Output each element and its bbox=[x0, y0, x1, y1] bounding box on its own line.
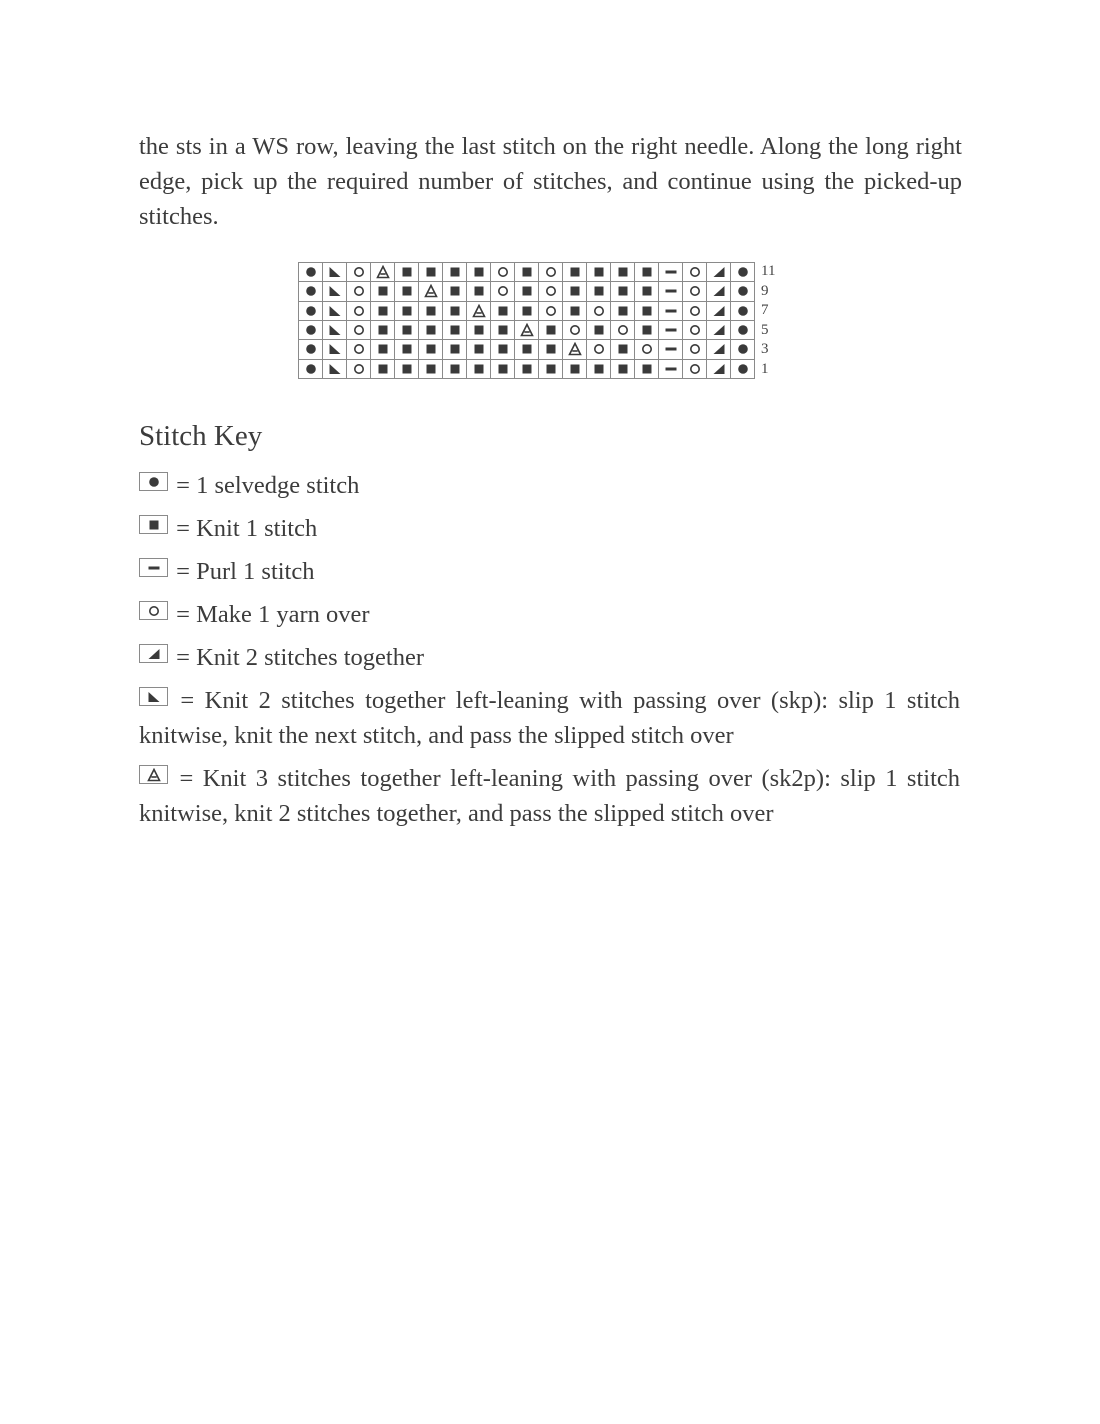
stitch-key-title: Stitch Key bbox=[139, 420, 263, 452]
chart-cell-knit-stitch-icon bbox=[563, 263, 587, 282]
chart-cell-knit-stitch-icon bbox=[371, 301, 395, 320]
chart-cell-yarn-over-icon bbox=[587, 301, 611, 320]
chart-cell-selvedge-stitch-icon bbox=[731, 340, 755, 359]
chart-cell-yarn-over-icon bbox=[347, 359, 371, 378]
chart-cell-yarn-over-icon bbox=[683, 320, 707, 339]
stitch-key-item bbox=[139, 597, 960, 632]
chart-cell-purl-stitch-icon bbox=[659, 340, 683, 359]
chart-cell-knit-stitch-icon bbox=[611, 359, 635, 378]
chart-cell-yarn-over-icon bbox=[347, 282, 371, 301]
chart-cell-knit-stitch-icon bbox=[635, 359, 659, 378]
chart-cell-yarn-over-icon bbox=[683, 263, 707, 282]
chart-row-labels bbox=[761, 262, 775, 379]
chart-cell-k2tog-icon bbox=[707, 320, 731, 339]
chart-cell-knit-stitch-icon bbox=[419, 263, 443, 282]
chart-cell-sk2p-icon bbox=[419, 282, 443, 301]
chart-cell-sk2p-icon bbox=[467, 301, 491, 320]
purl-stitch-icon bbox=[139, 558, 168, 577]
selvedge-stitch-icon bbox=[139, 472, 168, 491]
chart-cell-selvedge-stitch-icon bbox=[299, 340, 323, 359]
chart-cell-knit-stitch-icon bbox=[587, 282, 611, 301]
chart-cell-knit-stitch-icon bbox=[419, 320, 443, 339]
chart-cell-knit-stitch-icon bbox=[539, 320, 563, 339]
chart-cell-selvedge-stitch-icon bbox=[299, 301, 323, 320]
chart-cell-knit-stitch-icon bbox=[443, 282, 467, 301]
k2tog-icon bbox=[139, 644, 168, 663]
chart-cell-knit-stitch-icon bbox=[491, 359, 515, 378]
chart-row bbox=[299, 359, 755, 378]
chart-cell-knit-stitch-icon bbox=[371, 359, 395, 378]
chart-cell-knit-stitch-icon bbox=[563, 282, 587, 301]
chart-cell-yarn-over-icon bbox=[683, 282, 707, 301]
chart-cell-sk2p-icon bbox=[371, 263, 395, 282]
chart-cell-knit-stitch-icon bbox=[395, 263, 419, 282]
chart-cell-yarn-over-icon bbox=[635, 340, 659, 359]
chart-cell-knit-stitch-icon bbox=[467, 359, 491, 378]
chart-cell-skp-icon bbox=[323, 263, 347, 282]
chart-grid bbox=[298, 262, 755, 379]
chart-cell-purl-stitch-icon bbox=[659, 263, 683, 282]
chart-cell-k2tog-icon bbox=[707, 301, 731, 320]
stitch-key-text: = Knit 2 stitches together left-leaning with passing over (skp): slip 1 stitch knitwise, knit the next stitch, and pass the slipped stitch over bbox=[139, 687, 960, 749]
chart-cell-sk2p-icon bbox=[515, 320, 539, 339]
knitting-chart bbox=[298, 262, 775, 379]
chart-cell-yarn-over-icon bbox=[539, 301, 563, 320]
chart-cell-yarn-over-icon bbox=[491, 263, 515, 282]
chart-cell-knit-stitch-icon bbox=[635, 301, 659, 320]
chart-cell-knit-stitch-icon bbox=[467, 263, 491, 282]
chart-cell-knit-stitch-icon bbox=[611, 282, 635, 301]
stitch-key-text: = Knit 3 stitches together left-leaning with passing over (sk2p): slip 1 stitch knitwise, knit 2 stitches together, and pass the slipped stitch over bbox=[139, 765, 960, 827]
chart-row bbox=[299, 340, 755, 359]
chart-cell-knit-stitch-icon bbox=[395, 340, 419, 359]
chart-cell-yarn-over-icon bbox=[347, 263, 371, 282]
chart-cell-knit-stitch-icon bbox=[371, 340, 395, 359]
chart-cell-selvedge-stitch-icon bbox=[299, 263, 323, 282]
chart-cell-knit-stitch-icon bbox=[467, 282, 491, 301]
chart-cell-knit-stitch-icon bbox=[563, 359, 587, 378]
stitch-key-text: = Purl 1 stitch bbox=[170, 558, 315, 585]
chart-cell-skp-icon bbox=[323, 359, 347, 378]
stitch-key-item bbox=[139, 683, 960, 753]
stitch-key-text: = Knit 1 stitch bbox=[170, 515, 318, 542]
chart-cell-knit-stitch-icon bbox=[587, 263, 611, 282]
chart-cell-knit-stitch-icon bbox=[587, 320, 611, 339]
stitch-key-item bbox=[139, 468, 960, 503]
chart-cell-selvedge-stitch-icon bbox=[731, 301, 755, 320]
chart-cell-knit-stitch-icon bbox=[395, 359, 419, 378]
chart-cell-knit-stitch-icon bbox=[611, 263, 635, 282]
chart-cell-selvedge-stitch-icon bbox=[731, 320, 755, 339]
stitch-key-item bbox=[139, 554, 960, 589]
stitch-key-text: = Make 1 yarn over bbox=[170, 601, 370, 628]
chart-cell-selvedge-stitch-icon bbox=[731, 359, 755, 378]
chart-cell-knit-stitch-icon bbox=[395, 282, 419, 301]
chart-cell-knit-stitch-icon bbox=[515, 282, 539, 301]
sk2p-icon bbox=[139, 765, 168, 784]
chart-cell-selvedge-stitch-icon bbox=[299, 320, 323, 339]
chart-cell-knit-stitch-icon bbox=[539, 340, 563, 359]
chart-cell-selvedge-stitch-icon bbox=[299, 282, 323, 301]
chart-cell-knit-stitch-icon bbox=[395, 320, 419, 339]
chart-cell-knit-stitch-icon bbox=[515, 359, 539, 378]
chart-cell-selvedge-stitch-icon bbox=[731, 282, 755, 301]
chart-cell-knit-stitch-icon bbox=[515, 301, 539, 320]
chart-cell-knit-stitch-icon bbox=[371, 320, 395, 339]
chart-cell-knit-stitch-icon bbox=[443, 340, 467, 359]
chart-cell-k2tog-icon bbox=[707, 263, 731, 282]
chart-row bbox=[299, 263, 755, 282]
stitch-key-item bbox=[139, 640, 960, 675]
chart-cell-purl-stitch-icon bbox=[659, 359, 683, 378]
chart-cell-knit-stitch-icon bbox=[419, 301, 443, 320]
chart-cell-sk2p-icon bbox=[563, 340, 587, 359]
chart-row-label: 7 bbox=[761, 302, 769, 318]
chart-cell-yarn-over-icon bbox=[539, 282, 563, 301]
chart-cell-knit-stitch-icon bbox=[563, 301, 587, 320]
chart-cell-knit-stitch-icon bbox=[587, 359, 611, 378]
chart-cell-knit-stitch-icon bbox=[515, 340, 539, 359]
chart-cell-knit-stitch-icon bbox=[443, 359, 467, 378]
chart-cell-selvedge-stitch-icon bbox=[731, 263, 755, 282]
chart-cell-yarn-over-icon bbox=[347, 340, 371, 359]
chart-row-label: 9 bbox=[761, 282, 769, 299]
page-body bbox=[139, 129, 962, 234]
chart-cell-k2tog-icon bbox=[707, 359, 731, 378]
chart-cell-yarn-over-icon bbox=[347, 301, 371, 320]
chart-row-label: 5 bbox=[761, 321, 769, 338]
chart-cell-knit-stitch-icon bbox=[611, 301, 635, 320]
chart-cell-knit-stitch-icon bbox=[443, 263, 467, 282]
chart-cell-yarn-over-icon bbox=[683, 359, 707, 378]
chart-cell-purl-stitch-icon bbox=[659, 282, 683, 301]
chart-cell-yarn-over-icon bbox=[683, 301, 707, 320]
chart-cell-knit-stitch-icon bbox=[443, 301, 467, 320]
chart-cell-knit-stitch-icon bbox=[611, 340, 635, 359]
chart-cell-knit-stitch-icon bbox=[539, 359, 563, 378]
chart-cell-knit-stitch-icon bbox=[491, 301, 515, 320]
chart-cell-knit-stitch-icon bbox=[443, 320, 467, 339]
chart-cell-knit-stitch-icon bbox=[515, 263, 539, 282]
chart-cell-purl-stitch-icon bbox=[659, 320, 683, 339]
chart-cell-yarn-over-icon bbox=[587, 340, 611, 359]
chart-cell-knit-stitch-icon bbox=[635, 263, 659, 282]
chart-cell-knit-stitch-icon bbox=[467, 340, 491, 359]
stitch-key-item bbox=[139, 761, 960, 831]
chart-cell-skp-icon bbox=[323, 340, 347, 359]
chart-cell-yarn-over-icon bbox=[611, 320, 635, 339]
chart-cell-skp-icon bbox=[323, 320, 347, 339]
chart-cell-knit-stitch-icon bbox=[395, 301, 419, 320]
stitch-key-list bbox=[139, 468, 960, 839]
stitch-key-text: = 1 selvedge stitch bbox=[170, 472, 360, 499]
chart-cell-knit-stitch-icon bbox=[419, 340, 443, 359]
chart-cell-yarn-over-icon bbox=[347, 320, 371, 339]
stitch-key-text: = Knit 2 stitches together bbox=[170, 644, 425, 671]
chart-row bbox=[299, 320, 755, 339]
chart-cell-selvedge-stitch-icon bbox=[299, 359, 323, 378]
chart-cell-knit-stitch-icon bbox=[371, 282, 395, 301]
knit-stitch-icon bbox=[139, 515, 168, 534]
chart-cell-knit-stitch-icon bbox=[491, 320, 515, 339]
chart-cell-yarn-over-icon bbox=[563, 320, 587, 339]
chart-cell-yarn-over-icon bbox=[683, 340, 707, 359]
chart-cell-knit-stitch-icon bbox=[419, 359, 443, 378]
intro-paragraph: the sts in a WS row, leaving the last stitch on the right needle. Along the long right edge, pick up the required number of stitches, and continue using the picked-up stitches. bbox=[139, 133, 962, 230]
chart-cell-knit-stitch-icon bbox=[635, 282, 659, 301]
chart-cell-k2tog-icon bbox=[707, 340, 731, 359]
chart-cell-k2tog-icon bbox=[707, 282, 731, 301]
skp-icon bbox=[139, 687, 168, 706]
chart-cell-knit-stitch-icon bbox=[491, 340, 515, 359]
chart-cell-yarn-over-icon bbox=[539, 263, 563, 282]
chart-cell-skp-icon bbox=[323, 301, 347, 320]
chart-row bbox=[299, 282, 755, 301]
chart-row-label: 11 bbox=[761, 263, 776, 279]
chart-row-label: 3 bbox=[761, 341, 769, 357]
stitch-key-item bbox=[139, 511, 960, 546]
chart-row bbox=[299, 301, 755, 320]
chart-cell-purl-stitch-icon bbox=[659, 301, 683, 320]
chart-cell-skp-icon bbox=[323, 282, 347, 301]
yarn-over-icon bbox=[139, 601, 168, 620]
chart-cell-knit-stitch-icon bbox=[635, 320, 659, 339]
chart-cell-knit-stitch-icon bbox=[467, 320, 491, 339]
chart-cell-yarn-over-icon bbox=[491, 282, 515, 301]
chart-row-label: 1 bbox=[761, 360, 769, 377]
